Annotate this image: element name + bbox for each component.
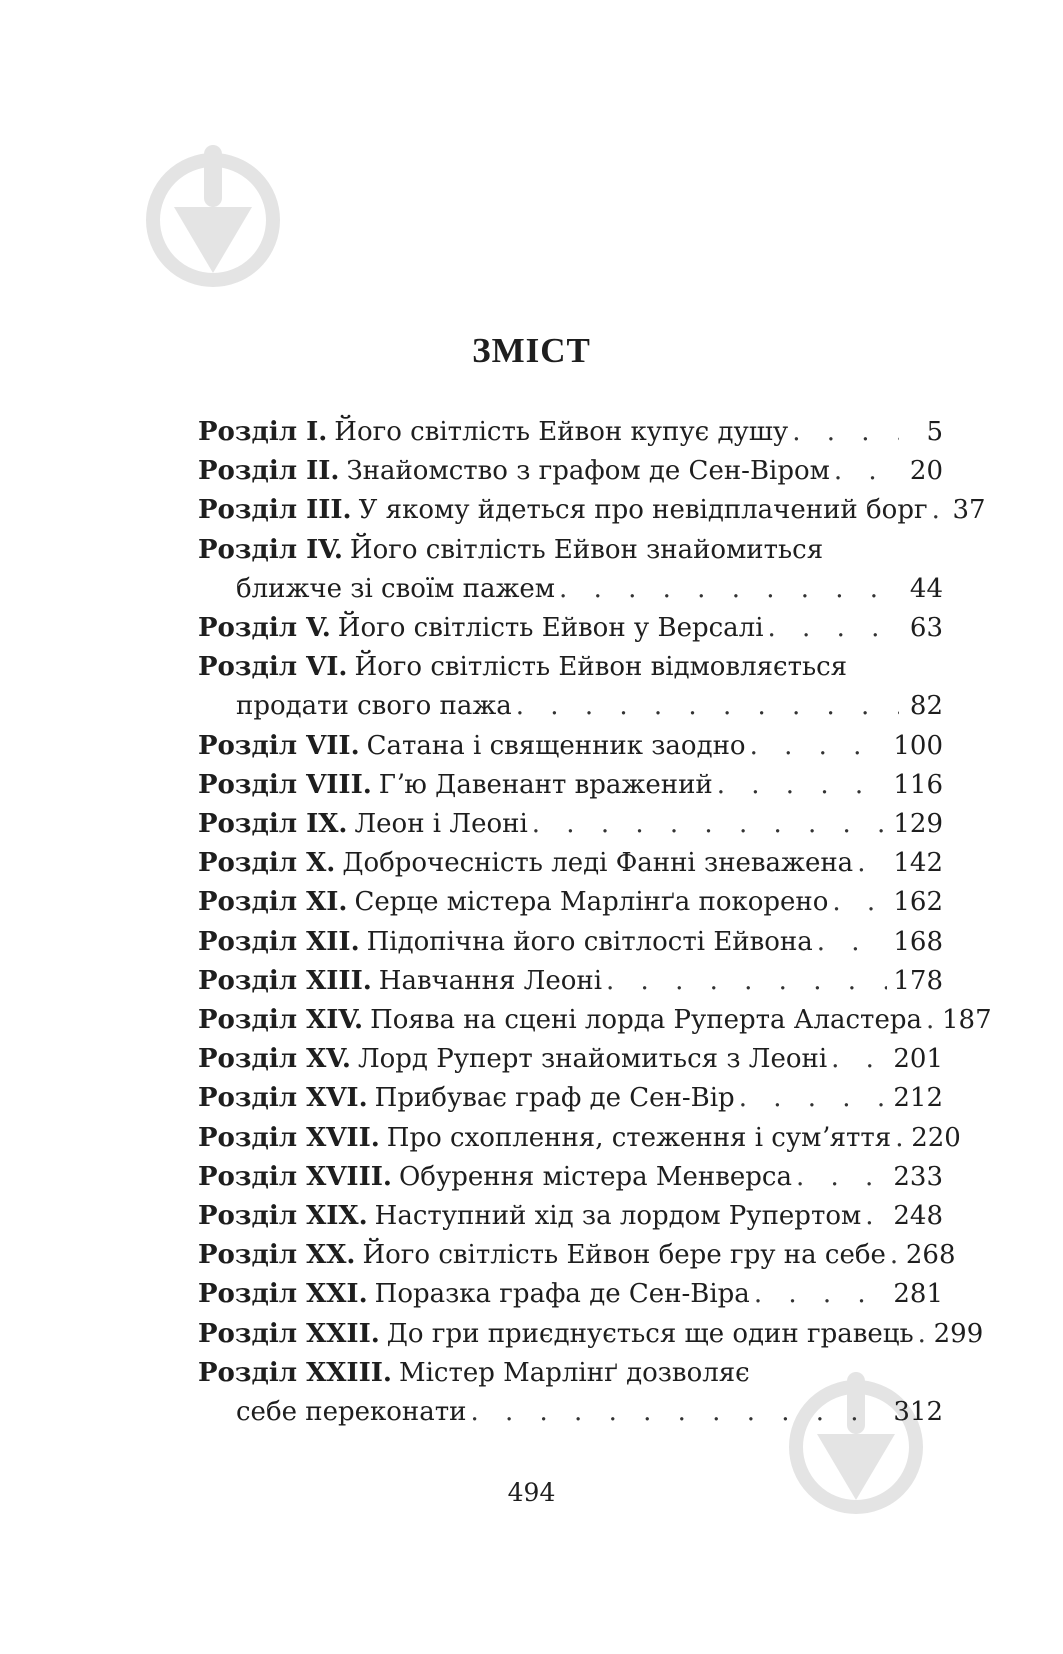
dot-leader [717, 766, 888, 805]
toc-entry [198, 766, 943, 805]
page-reference: 116 [893, 769, 943, 800]
dot-leader [831, 1040, 887, 1079]
chapter-title: Лорд Руперт знайомиться з Леоні [357, 1044, 828, 1075]
chapter-title: У якому йдеться про невідплачений борг [358, 495, 928, 526]
chapter-title: Підопічна його світлості Ейвона [366, 926, 813, 957]
dot-leader [768, 609, 899, 648]
page-number: 494 [507, 1478, 556, 1507]
chapter-number: Розділ I. [198, 417, 328, 447]
page-reference: 281 [893, 1279, 943, 1310]
toc-entry [198, 1079, 943, 1118]
chapter-title: Знайомство з графом де Сен-Віром [346, 456, 830, 487]
page-reference: 312 [893, 1397, 943, 1428]
dot-leader [754, 1275, 888, 1314]
dot-leader [532, 805, 888, 844]
chapter-number: Розділ XII. [198, 926, 360, 957]
chapter-number: Розділ XVI. [198, 1083, 368, 1114]
toc-entry [198, 1236, 956, 1275]
toc-entry [198, 962, 943, 1001]
chapter-title: Наступний хід за лордом Рупертом [374, 1201, 862, 1232]
dot-leader [834, 452, 899, 491]
toc-entry [198, 1158, 943, 1197]
page-reference: 37 [952, 495, 986, 526]
toc-entry [198, 1354, 943, 1432]
dot-leader [750, 727, 888, 766]
toc-entry [198, 648, 943, 726]
chapter-title: Навчання Леоні [378, 965, 603, 996]
chapter-title: Сатана і священник заодно [366, 730, 746, 761]
chapter-number: Розділ XV. [198, 1044, 351, 1075]
page-reference: 212 [893, 1083, 943, 1114]
toc-entry [198, 727, 943, 766]
chapter-title: Його світлість Ейвон знайомиться [349, 534, 824, 565]
chapter-title: До гри приєднується ще один гравець [386, 1318, 914, 1349]
page-reference: 5 [926, 417, 943, 447]
toc-entry [198, 883, 943, 922]
chapter-number: Розділ XI. [198, 887, 348, 918]
dot-leader [932, 491, 942, 530]
page-reference: 299 [933, 1318, 984, 1349]
page-reference: 20 [909, 456, 943, 487]
chapter-title: Леон і Леоні [354, 809, 528, 840]
chapter-title: Поразка графа де Сен-Віра [374, 1279, 750, 1310]
chapter-number: Розділ VII. [198, 730, 360, 761]
chapter-number: Розділ XVII. [198, 1122, 380, 1153]
chapter-number: Розділ XXI. [198, 1279, 368, 1310]
watermark-logo-icon [138, 145, 288, 295]
dot-leader [865, 1197, 887, 1236]
chapter-number: Розділ XVIII. [198, 1161, 392, 1192]
chapter-number: Розділ V. [198, 613, 331, 644]
page-reference: 129 [893, 809, 943, 840]
dot-leader [918, 1315, 928, 1354]
chapter-number: Розділ XIV. [198, 1005, 364, 1036]
chapter-title-continued: продати свого пажа [236, 691, 512, 722]
dot-leader [470, 1393, 887, 1432]
page-reference: 178 [893, 965, 943, 996]
toc-entry [198, 1315, 984, 1354]
toc-entry [198, 609, 943, 648]
chapter-number: Розділ XX. [198, 1240, 356, 1271]
dot-leader [516, 687, 899, 726]
dot-leader [857, 844, 887, 883]
chapter-title-continued: ближче зі своїм пажем [236, 573, 556, 604]
page-reference: 100 [893, 730, 943, 761]
page-reference: 268 [905, 1240, 956, 1271]
page-reference: 201 [893, 1044, 943, 1075]
toc-entry [198, 923, 943, 962]
chapter-number: Розділ VIII. [198, 769, 372, 800]
chapter-title: Прибуває граф де Сен-Вір [374, 1083, 735, 1114]
page-reference: 63 [909, 613, 943, 644]
chapter-number: Розділ XXIII. [198, 1357, 392, 1388]
dot-leader [890, 1236, 900, 1275]
chapter-title-continued: себе переконати [236, 1397, 467, 1428]
page-reference: 142 [893, 848, 943, 879]
chapter-title: Його світлість Ейвон купує душу [334, 417, 789, 447]
toc-entry [198, 531, 943, 609]
chapter-title: Про схоплення, стеження і сумʼяття [386, 1122, 892, 1153]
page-reference: 168 [893, 926, 943, 957]
page-reference: 44 [909, 573, 943, 604]
page-reference: 248 [893, 1201, 943, 1232]
dot-leader [832, 883, 887, 922]
chapter-title: Доброчесність леді Фанні зневажена [342, 848, 854, 879]
chapter-title: Поява на сцені лорда Руперта Аластера [370, 1005, 922, 1036]
dot-leader [739, 1079, 888, 1118]
dot-leader [926, 1001, 936, 1040]
dot-leader [895, 1119, 905, 1158]
chapter-number: Розділ II. [198, 456, 340, 487]
page-reference: 187 [941, 1005, 992, 1036]
page-title: ЗМІСТ [472, 331, 591, 370]
dot-leader [606, 962, 887, 1001]
chapter-title: Його світлість Ейвон у Версалі [337, 613, 764, 644]
toc-entry [198, 1001, 992, 1040]
toc-entry [198, 452, 943, 491]
chapter-title: Його світлість Ейвон бере гру на себе [362, 1240, 886, 1271]
toc-entry [198, 413, 943, 452]
chapter-number: Розділ VI. [198, 652, 348, 683]
toc-entry [198, 1119, 961, 1158]
chapter-number: Розділ XIII. [198, 965, 372, 996]
page-reference: 82 [909, 691, 943, 722]
toc-entry [198, 1197, 943, 1236]
chapter-title: Серце містера Марлінґа покорено [354, 887, 829, 918]
toc-entry [198, 844, 943, 883]
chapter-number: Розділ III. [198, 495, 352, 526]
page-reference: 233 [893, 1161, 943, 1192]
toc-entry [198, 1040, 943, 1079]
dot-leader [792, 413, 899, 452]
dot-leader [559, 570, 899, 609]
chapter-number: Розділ XXII. [198, 1318, 380, 1349]
dot-leader [796, 1158, 887, 1197]
table-of-contents [198, 413, 992, 1432]
chapter-title: Містер Марлінґ дозволяє [398, 1357, 750, 1388]
page-reference: 220 [911, 1122, 961, 1153]
chapter-number: Розділ X. [198, 848, 336, 879]
page-reference: 162 [893, 887, 943, 918]
chapter-title: Гʼю Давенант вражений [378, 769, 713, 800]
chapter-title: Обурення містера Менверса [398, 1161, 792, 1192]
chapter-title: Його світлість Ейвон відмовляється [354, 652, 848, 683]
toc-entry [198, 1275, 943, 1314]
chapter-number: Розділ IV. [198, 534, 343, 565]
chapter-number: Розділ XIX. [198, 1201, 368, 1232]
dot-leader [817, 923, 888, 962]
toc-entry [198, 805, 943, 844]
chapter-number: Розділ IX. [198, 809, 348, 840]
toc-entry [198, 491, 986, 530]
